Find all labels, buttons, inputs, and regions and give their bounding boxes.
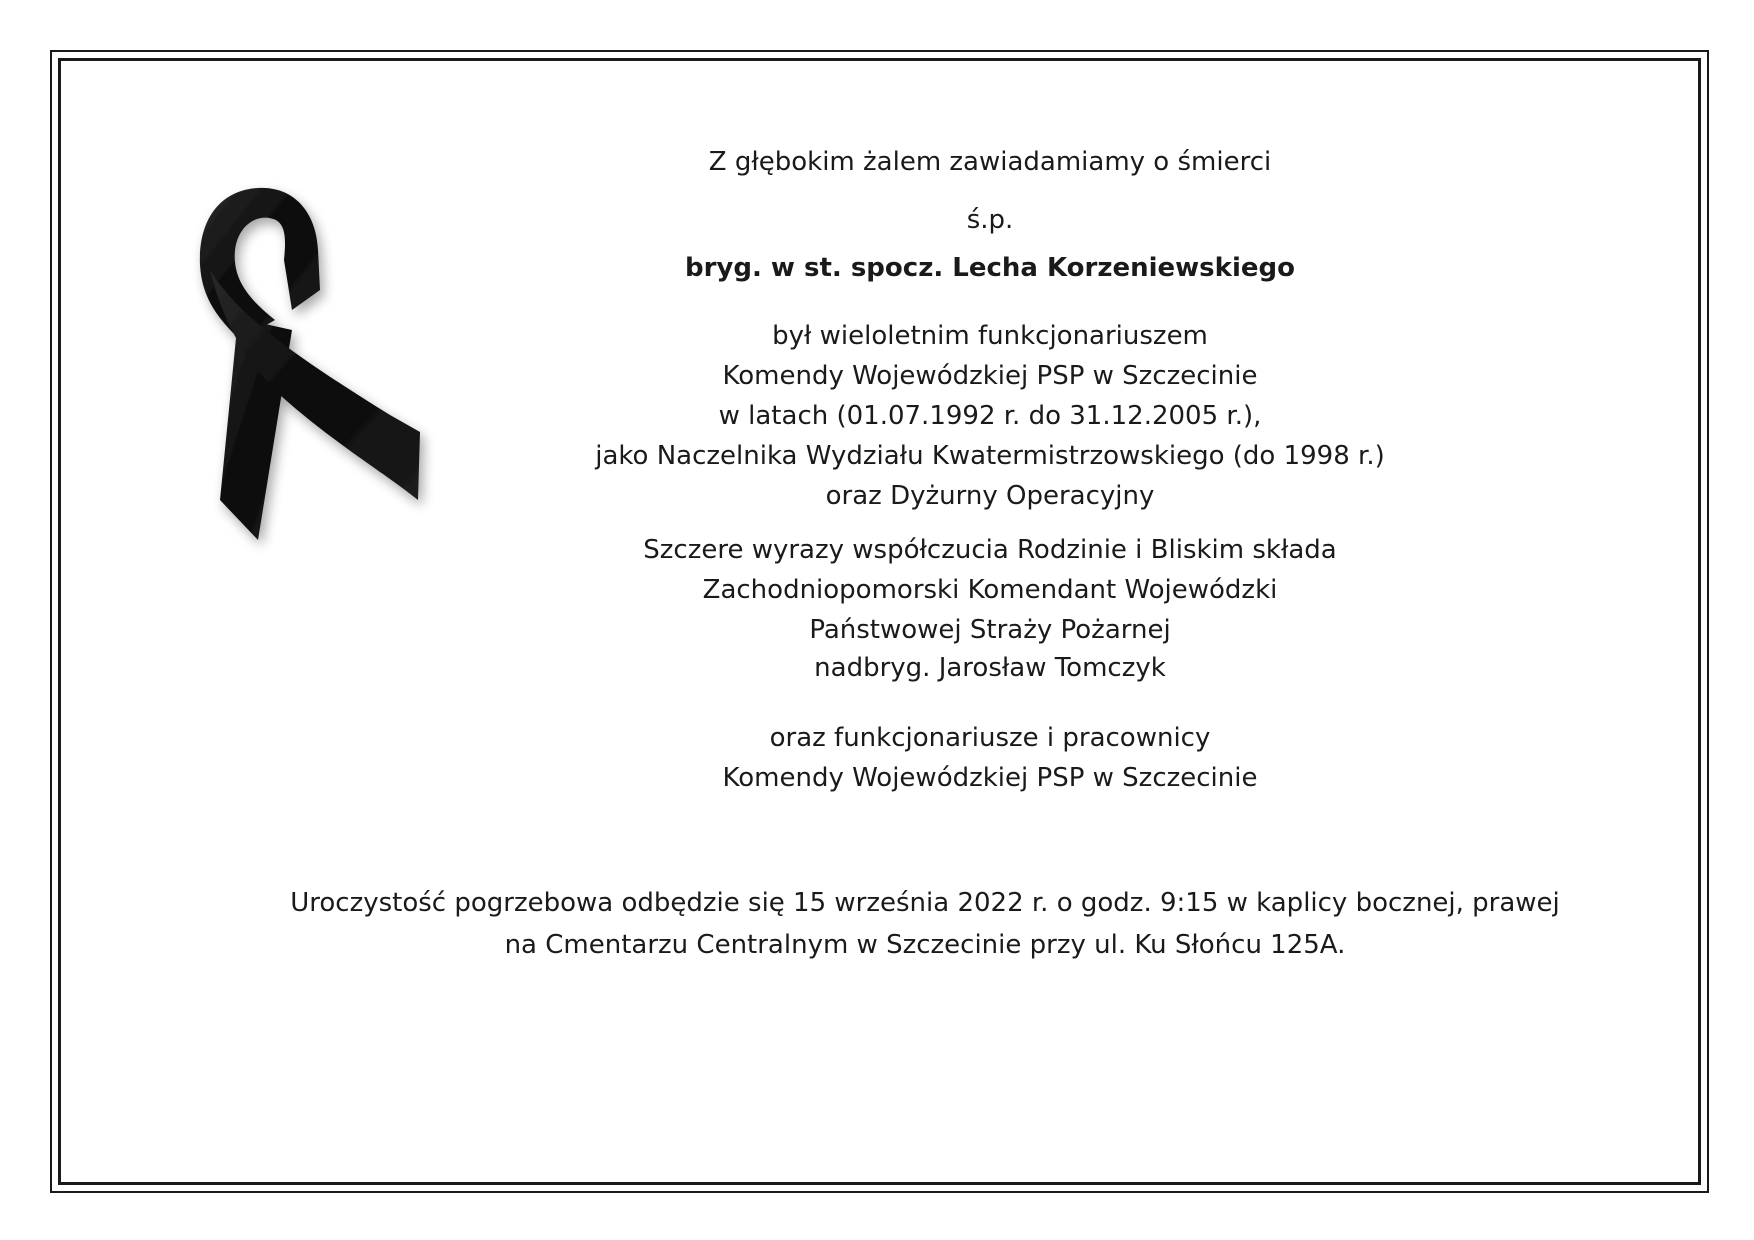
deceased-name: bryg. w st. spocz. Lecha Korzeniewskiego — [685, 253, 1295, 283]
condolence-block — [540, 530, 1440, 650]
service-line: w latach (01.07.1992 r. do 31.12.2005 r.), — [718, 401, 1262, 431]
funeral-info — [240, 882, 1610, 966]
service-line: Komendy Wojewódzkiej PSP w Szczecinie — [722, 361, 1258, 391]
funeral-line: Uroczystość pogrzebowa odbędzie się 15 września 2022 r. o godz. 9:15 w kaplicy bocznej, prawej — [290, 888, 1560, 918]
staff-block — [540, 718, 1440, 798]
staff-line: Komendy Wojewódzkiej PSP w Szczecinie — [722, 763, 1258, 793]
service-line: jako Naczelnika Wydziału Kwatermistrzowskiego (do 1998 r.) — [595, 441, 1385, 471]
condolence-line: Szczere wyrazy współczucia Rodzinie i Bliskim składa — [643, 535, 1337, 565]
staff-line: oraz funkcjonariusze i pracownicy — [769, 723, 1211, 753]
signatory-line: nadbryg. Jarosław Tomczyk — [814, 653, 1166, 683]
condolence-line: Państwowej Straży Pożarnej — [809, 615, 1171, 645]
service-line: oraz Dyżurny Operacyjny — [825, 481, 1155, 511]
condolence-line: Zachodniopomorski Komendant Wojewódzki — [702, 575, 1278, 605]
service-line: był wieloletnim funkcjonariuszem — [772, 321, 1208, 351]
signatory-block — [540, 648, 1440, 688]
service-block — [540, 316, 1440, 516]
mourning-ribbon-icon — [180, 170, 470, 610]
honorific-block — [540, 200, 1440, 240]
intro-block — [540, 142, 1440, 182]
intro-line: Z głębokim żalem zawiadamiamy o śmierci — [708, 147, 1272, 177]
funeral-line: na Cmentarzu Centralnym w Szczecinie przy ul. Ku Słońcu 125A. — [504, 930, 1346, 960]
deceased-name-block — [540, 248, 1440, 288]
honorific-line: ś.p. — [966, 205, 1014, 235]
